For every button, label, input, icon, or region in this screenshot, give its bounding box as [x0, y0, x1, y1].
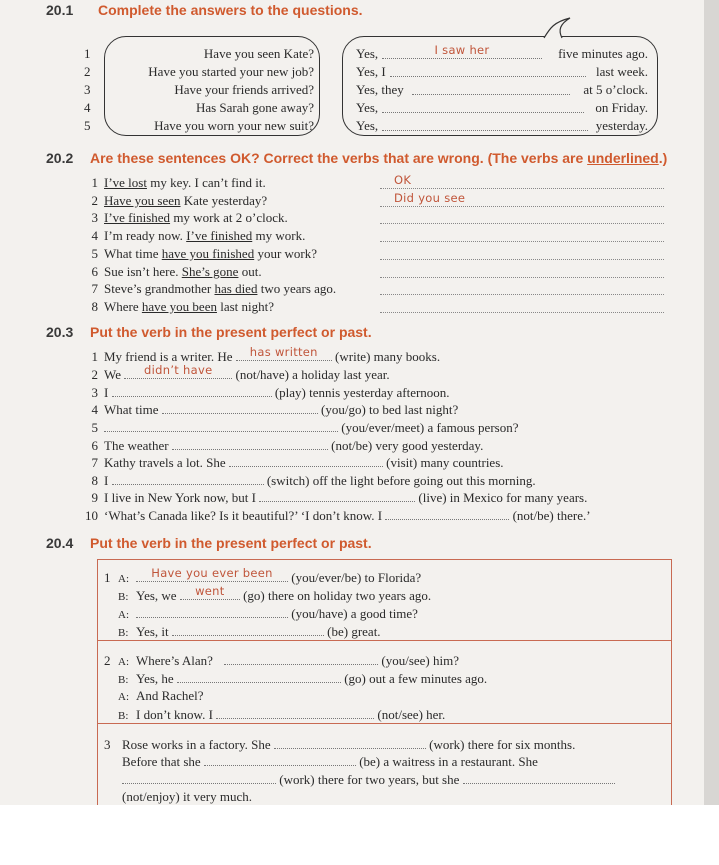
scan-shadow	[704, 0, 719, 805]
dialogue-text: (go) there on holiday two years ago.	[243, 588, 432, 603]
exercise-instruction: Complete the answers to the questions.	[98, 2, 363, 18]
dialogue-divider	[97, 640, 672, 641]
dialogue-text: I don’t know. I	[136, 707, 213, 722]
verb-blank[interactable]	[104, 419, 338, 432]
sentence-line	[84, 384, 450, 401]
sentence-line	[84, 454, 504, 471]
handwritten-answer: Have you ever been	[151, 566, 273, 580]
item-number: 2	[104, 653, 111, 668]
item-number: 2	[91, 367, 98, 382]
item-number: 4	[91, 402, 98, 417]
verb-blank[interactable]	[177, 670, 341, 683]
answer-suffix: five minutes ago.	[558, 46, 648, 61]
underlined-verb: Have you seen	[104, 193, 181, 208]
speaker-label: A:	[118, 656, 129, 668]
sentence-text: (you/ever/meet) a famous person?	[341, 420, 519, 435]
verb-blank[interactable]	[124, 363, 232, 379]
dialogue-text: (be) great.	[327, 624, 381, 639]
text-line	[122, 753, 538, 770]
item-number: 3	[84, 82, 91, 97]
dialogue-text: (go) out a few minutes ago.	[344, 671, 488, 686]
question-text: Have you worn your new suit?	[154, 118, 314, 133]
item-number: 7	[91, 455, 98, 470]
item-number: 7	[91, 281, 98, 296]
dialogue-text: Yes, it	[136, 624, 169, 639]
verb-blank[interactable]	[112, 472, 264, 485]
sentence-text: I live in New York now, but I	[104, 490, 256, 505]
passage-text: (work) there for six months.	[429, 737, 576, 752]
underlined-verb: I’ve finished	[104, 210, 171, 225]
verb-blank[interactable]	[216, 706, 374, 719]
speaker-label: B:	[118, 627, 129, 639]
exercise-number: 20.1	[46, 2, 74, 18]
answer-blank[interactable]	[382, 118, 588, 131]
item-number: 1	[104, 570, 111, 585]
correction-blank[interactable]	[380, 300, 664, 313]
sentence-text: Kathy travels a lot. She	[104, 455, 226, 470]
sentence-text: Sue isn’t here.	[104, 264, 182, 279]
verb-blank[interactable]	[463, 771, 615, 784]
item-number: 1	[91, 349, 98, 364]
passage-text: (not/enjoy) it very much.	[122, 789, 252, 804]
instruction-text: .)	[658, 150, 668, 166]
sentence-text: out.	[238, 264, 262, 279]
sentence-line	[84, 401, 458, 418]
answer-blank[interactable]	[390, 64, 586, 77]
correction-blank[interactable]	[380, 191, 664, 207]
verb-blank[interactable]	[224, 652, 378, 665]
sentence-line	[84, 175, 266, 191]
sentence-line	[84, 299, 274, 315]
sentence-text: my key. I can’t find it.	[146, 175, 266, 190]
underlined-verb: She’s gone	[181, 264, 239, 279]
item-number: 4	[84, 100, 91, 115]
dialogue-text: (you/see) him?	[381, 653, 460, 668]
sentence-line	[84, 246, 317, 262]
item-number: 9	[91, 490, 98, 505]
sentence-line	[84, 507, 591, 524]
underlined-verb: has died	[214, 281, 258, 296]
answer-row	[356, 64, 648, 80]
sentence-text: What time	[104, 402, 159, 417]
item-number: 10	[85, 508, 98, 523]
answer-prefix: Yes, I	[356, 64, 386, 79]
verb-blank[interactable]	[172, 437, 328, 450]
answer-blank[interactable]	[382, 43, 542, 59]
dialogue-text: (you/ever/be) to Florida?	[291, 570, 422, 585]
instruction-text: Are these sentences OK? Correct the verbs that are wrong. (The verbs are	[90, 150, 588, 166]
sentence-text: My friend is a writer. He	[104, 349, 233, 364]
sentence-text: two years ago.	[257, 281, 337, 296]
answer-row	[356, 100, 648, 116]
sentence-text: your work?	[254, 246, 318, 261]
exercise-instruction	[90, 150, 667, 166]
dialogue-text: Yes, he	[136, 671, 174, 686]
verb-blank[interactable]	[229, 454, 383, 467]
dialogue-text: (you/have) a good time?	[291, 606, 418, 621]
dialogue-line	[118, 623, 381, 640]
verb-blank[interactable]	[259, 489, 415, 502]
answer-prefix: Yes,	[356, 100, 379, 115]
sentence-text: The weather	[104, 438, 169, 453]
underlined-verb: have you been	[141, 299, 217, 314]
verb-blank[interactable]	[236, 345, 332, 361]
dialogue-text: (not/see) her.	[377, 707, 446, 722]
item-number: 5	[91, 420, 98, 435]
sentence-text: Steve’s grandmother	[104, 281, 215, 296]
sentence-line	[84, 472, 536, 489]
speaker-label: A:	[118, 691, 129, 703]
sentence-text: (visit) many countries.	[386, 455, 504, 470]
sentence-text: Where	[104, 299, 142, 314]
answer-suffix: yesterday.	[595, 118, 648, 133]
exercise-instruction: Put the verb in the present perfect or past.	[90, 535, 372, 551]
speaker-label: B:	[118, 591, 129, 603]
dialogue-text: Where’s Alan?	[136, 653, 213, 668]
text-line	[122, 789, 252, 805]
sentence-text: What time	[104, 246, 162, 261]
handwritten-answer: Did you see	[394, 191, 466, 205]
sentence-text: (live) in Mexico for many years.	[418, 490, 588, 505]
speaker-label: A:	[118, 573, 129, 585]
correction-blank[interactable]	[380, 211, 664, 224]
dialogue-line	[118, 706, 445, 723]
sentence-line	[84, 281, 336, 297]
correction-blank[interactable]	[380, 229, 664, 242]
sentence-text: last night?	[216, 299, 275, 314]
passage-text: (work) there for two years, but she	[279, 772, 460, 787]
passage-text: (be) a waitress in a restaurant. She	[359, 754, 538, 769]
speaker-label: A:	[118, 609, 129, 621]
item-number: 2	[91, 193, 98, 208]
item-number: 3	[91, 385, 98, 400]
verb-blank[interactable]	[274, 736, 426, 749]
sentence-text: I	[104, 473, 109, 488]
correction-blank[interactable]	[380, 173, 664, 189]
dialogue-line	[118, 584, 432, 604]
item-number: 5	[84, 118, 91, 133]
verb-blank[interactable]	[172, 623, 324, 636]
item-number: 6	[91, 438, 98, 453]
dialogue-line	[104, 652, 459, 669]
answer-suffix: at 5 o’clock.	[583, 82, 648, 97]
correction-blank[interactable]	[380, 282, 664, 295]
verb-blank[interactable]	[112, 384, 272, 397]
question-text: Have your friends arrived?	[174, 82, 314, 97]
text-line	[122, 771, 615, 788]
question-text: Has Sarah gone away?	[195, 100, 314, 115]
answer-prefix: Yes,	[356, 46, 379, 61]
sentence-line	[84, 489, 587, 506]
dialogue-line	[118, 688, 204, 704]
exercise-number: 20.4	[46, 535, 74, 551]
dialogue-line	[118, 605, 418, 622]
sentence-line	[84, 363, 390, 383]
sentence-line	[84, 419, 518, 436]
item-number: 4	[91, 228, 98, 243]
verb-blank[interactable]	[136, 605, 288, 618]
sentence-text: (not/be) there.’	[512, 508, 591, 523]
passage-text: Before that she	[122, 754, 201, 769]
speaker-label: B:	[118, 674, 129, 686]
exercise-number: 20.2	[46, 150, 74, 166]
sentence-text: I’m ready now.	[104, 228, 187, 243]
sentence-text: I	[104, 385, 109, 400]
underlined-verb: I’ve finished	[186, 228, 253, 243]
item-number: 8	[91, 299, 98, 314]
underlined-verb: have you finished	[161, 246, 255, 261]
question-text: Have you started your new job?	[148, 64, 314, 79]
verb-blank[interactable]	[204, 753, 356, 766]
answer-prefix: Yes,	[356, 118, 379, 133]
handwritten-answer: I saw her	[434, 43, 490, 57]
verb-blank[interactable]	[122, 771, 276, 784]
sentence-line	[84, 228, 305, 244]
dialogue-divider	[97, 723, 672, 724]
text-line	[104, 736, 575, 753]
passage-text: Rose works in a factory. She	[122, 737, 271, 752]
handwritten-answer: went	[195, 584, 225, 598]
sentence-text: (switch) off the light before going out this morning.	[266, 473, 536, 488]
sentence-text: (not/be) very good yesterday.	[331, 438, 484, 453]
dialogue-line	[118, 670, 487, 687]
item-number: 3	[91, 210, 98, 225]
dialogue-text: Yes, we	[136, 588, 177, 603]
item-number: 1	[91, 175, 98, 190]
sentence-line	[84, 193, 267, 209]
exercise-number: 20.3	[46, 324, 74, 340]
answer-blank[interactable]	[382, 100, 584, 113]
dialogue-line	[104, 566, 422, 586]
sentence-text: (not/have) a holiday last year.	[235, 367, 390, 382]
verb-blank[interactable]	[136, 566, 288, 582]
verb-blank[interactable]	[385, 507, 509, 520]
sentence-text: my work.	[252, 228, 306, 243]
exercise-instruction: Put the verb in the present perfect or past.	[90, 324, 372, 340]
answer-suffix: on Friday.	[595, 100, 648, 115]
answer-prefix: Yes, they	[356, 82, 404, 97]
sentence-text: my work at 2 o’clock.	[170, 210, 288, 225]
underlined-verb: I’ve lost	[104, 175, 147, 190]
question-text: Have you seen Kate?	[203, 46, 314, 61]
correction-blank[interactable]	[380, 247, 664, 260]
sentence-line	[84, 210, 288, 226]
answer-blank[interactable]	[412, 82, 570, 95]
bubble-tail	[540, 14, 580, 40]
sentence-text: (you/go) to bed last night?	[321, 402, 459, 417]
sentence-text: (play) tennis yesterday afternoon.	[274, 385, 450, 400]
item-number: 8	[91, 473, 98, 488]
item-number: 2	[84, 64, 91, 79]
handwritten-answer: has written	[249, 345, 318, 359]
sentence-text: ‘What’s Canada like? Is it beautiful?’ ‘I don’t know. I	[104, 508, 383, 523]
sentence-text: (write) many books.	[335, 349, 441, 364]
answer-row	[356, 118, 648, 134]
verb-blank[interactable]	[180, 584, 240, 600]
instruction-underlined: underlined	[587, 150, 659, 166]
sentence-line	[84, 264, 262, 280]
item-number: 6	[91, 264, 98, 279]
question-column	[84, 42, 314, 132]
sentence-text: We	[104, 367, 121, 382]
sentence-line	[84, 437, 483, 454]
item-number: 5	[91, 246, 98, 261]
verb-blank[interactable]	[162, 401, 318, 414]
answer-row	[356, 43, 648, 62]
handwritten-answer: didn’t have	[144, 363, 213, 377]
sentence-text: Kate yesterday?	[180, 193, 268, 208]
item-number: 1	[84, 46, 91, 61]
dialogue-text: And Rachel?	[136, 688, 204, 703]
answer-suffix: last week.	[596, 64, 648, 79]
correction-blank[interactable]	[380, 265, 664, 278]
answer-row	[356, 82, 648, 98]
handwritten-answer: OK	[394, 173, 412, 187]
item-number: 3	[104, 737, 111, 752]
speaker-label: B:	[118, 710, 129, 722]
